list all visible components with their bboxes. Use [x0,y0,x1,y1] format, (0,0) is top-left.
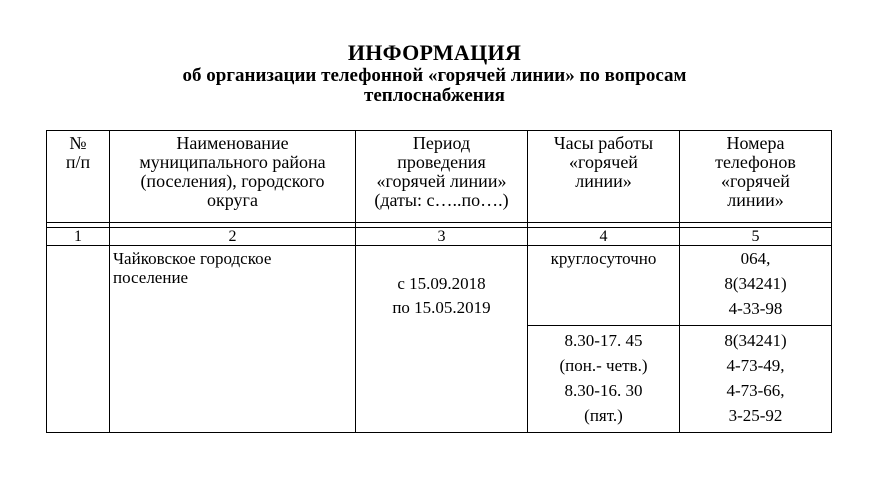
header-phones: Номера телефонов «горячей линии» [680,131,832,223]
document-title [0,40,869,106]
header-row [47,131,832,223]
row-period: с 15.09.2018 по 15.05.2019 [356,246,528,433]
title-line-1: об организации телефонной «горячей линии» по вопросам [182,65,687,86]
column-number: 4 [528,228,680,246]
row-hours-1: круглосуточно [528,246,680,326]
hotline-table [46,130,832,433]
column-number: 1 [47,228,110,246]
table-row [47,246,832,326]
column-number: 3 [356,228,528,246]
column-number-row [47,228,832,246]
row-num [47,246,110,433]
row-name: Чайковское городское поселение [110,246,356,433]
title-main: ИНФОРМАЦИЯ [347,40,522,65]
row-phones-1: 064, 8(34241) 4-33-98 [680,246,832,326]
header-num: № п/п [47,131,110,223]
header-name: Наименование муниципального района (поселения), городского округа [110,131,356,223]
column-number: 5 [680,228,832,246]
column-number: 2 [110,228,356,246]
row-hours-2: 8.30-17. 45 (пон.- четв.) 8.30-16. 30 (пят.) [528,326,680,433]
header-period: Период проведения «горячей линии» (даты: с…..по….) [356,131,528,223]
row-phones-2: 8(34241) 4-73-49, 4-73-66, 3-25-92 [680,326,832,433]
title-line-2: теплоснабжения [364,85,505,106]
header-hours: Часы работы «горячей линии» [528,131,680,223]
